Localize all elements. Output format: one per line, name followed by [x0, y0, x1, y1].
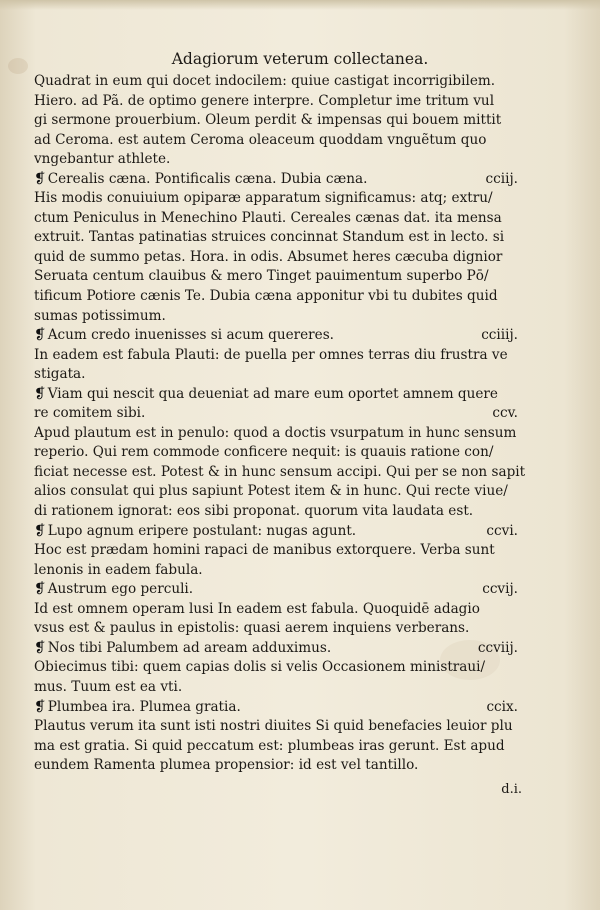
entry-title: Cerealis cæna. Pontificalis cæna. Dubia cæna. — [47, 170, 368, 187]
entry-title: Viam qui nescit qua deueniat ad mare eum oportet amnem quere — [47, 385, 498, 402]
text-line: ficiat necesse est. Potest & in hunc sensum accipi. Qui per se non sapit — [34, 463, 526, 480]
text-line: vngebantur athlete. — [34, 151, 171, 168]
text-line: quid de summo petas. Hora. in odis. Absumet heres cæcuba dignior — [34, 248, 503, 265]
entry-heading — [34, 698, 526, 718]
pilcrow-icon: ❡ — [34, 639, 46, 656]
text-line: sumas potissimum. — [34, 307, 166, 324]
pilcrow-icon: ❡ — [34, 581, 46, 598]
text-line: Hoc est prædam homini rapaci de manibus extorquere. Verba sunt — [34, 542, 495, 559]
text-line: reperio. Qui rem commode conficere nequit: is quauis ratione con/ — [34, 444, 494, 461]
entry-title: Lupo agnum eripere postulant: nugas agunt. — [47, 522, 357, 539]
text-line: His modis conuiuium opiparæ apparatum significamus: atq; extru/ — [34, 190, 493, 207]
signature-mark: d.i. — [501, 782, 522, 797]
pilcrow-icon: ❡ — [34, 385, 46, 402]
text-line: Apud plautum est in penulo: quod a doctis vsurpatum in hunc sensum — [34, 424, 517, 441]
entry-heading — [34, 326, 526, 346]
text-line: ctum Peniculus in Menechino Plauti. Cereales cænas dat. ita mensa — [34, 209, 502, 226]
entry-heading — [34, 522, 526, 542]
entry-heading-continued — [34, 404, 526, 424]
page-edge — [0, 0, 600, 10]
text-line: Seruata centum clauibus & mero Tinget pauimentum superbo Pō/ — [34, 268, 489, 285]
entry-title: Austrum ego perculi. — [47, 581, 194, 598]
text-line: extruit. Tantas patinatias struices concinnat Standum est in lecto. si — [34, 229, 505, 246]
text-line: gi sermone prouerbium. Oleum perdit & impensas qui bouem mittit — [34, 112, 502, 129]
pilcrow-icon: ❡ — [34, 170, 46, 187]
entry-title: Acum credo inuenisses si acum quereres. — [47, 327, 335, 344]
text-line: tificum Potiore cænis Te. Dubia cæna apponitur vbi tu dubites quid — [34, 288, 498, 305]
entry-heading — [34, 385, 526, 405]
entry-number: cciiij. — [481, 327, 518, 344]
text-line: vsus est & paulus in epistolis: quasi aerem inquiens verberans. — [34, 620, 470, 637]
text-line: di rationem ignorat: eos sibi proponat. quorum vita laudata est. — [34, 503, 474, 520]
entry-number: ccvi. — [486, 522, 518, 539]
pilcrow-icon: ❡ — [34, 327, 46, 344]
text-line: ma est gratia. Si quid peccatum est: plumbeas iras gerunt. Est apud — [34, 737, 505, 754]
text-line: In eadem est fabula Plauti: de puella per omnes terras diu frustra ve — [34, 346, 508, 363]
text-line: lenonis in eadem fabula. — [34, 561, 203, 578]
entry-heading — [34, 580, 526, 600]
text-line: ad Ceroma. est autem Ceroma oleaceum quoddam vnguẽtum quo — [34, 131, 487, 148]
text-line: Quadrat in eum qui docet indocilem: quiue castigat incorrigibilem. — [34, 73, 496, 89]
text-line: Obiecimus tibi: quem capias dolis si velis Occasionem ministraui/ — [34, 659, 486, 676]
entry-heading — [34, 639, 526, 659]
entry-number: cciij. — [485, 170, 518, 187]
running-header: Adagiorum veterum collectanea. — [171, 50, 429, 68]
text-line: eundem Ramenta plumea propensior: id est vel tantillo. — [34, 757, 419, 774]
entry-title: Plumbea ira. Plumea gratia. — [47, 698, 241, 715]
entry-number: ccviij. — [477, 639, 518, 656]
pilcrow-icon: ❡ — [34, 522, 46, 539]
entry-title: Nos tibi Palumbem ad aream adduximus. — [47, 639, 332, 656]
text-line: mus. Tuum est ea vti. — [34, 678, 183, 695]
text-line: stigata. — [34, 366, 86, 383]
entry-heading — [34, 170, 526, 190]
text-line: Hiero. ad Pã. de optimo genere interpre. Completur ime tritum vul — [34, 92, 495, 109]
entry-number: ccvij. — [482, 581, 518, 598]
entry-number: ccix. — [486, 698, 518, 715]
entry-number: ccv. — [492, 405, 518, 422]
pilcrow-icon: ❡ — [34, 698, 46, 715]
entry-title-continued: re comitem sibi. — [34, 405, 146, 422]
text-line: alios consulat qui plus sapiunt Potest item & in hunc. Qui recte viue/ — [34, 483, 508, 500]
body-text — [34, 72, 526, 776]
text-line: Id est omnem operam lusi In eadem est fabula. Quoquidē adagio — [34, 600, 480, 617]
text-line: Plautus verum ita sunt isti nostri diuites Si quid benefacies leuior plu — [34, 718, 513, 735]
